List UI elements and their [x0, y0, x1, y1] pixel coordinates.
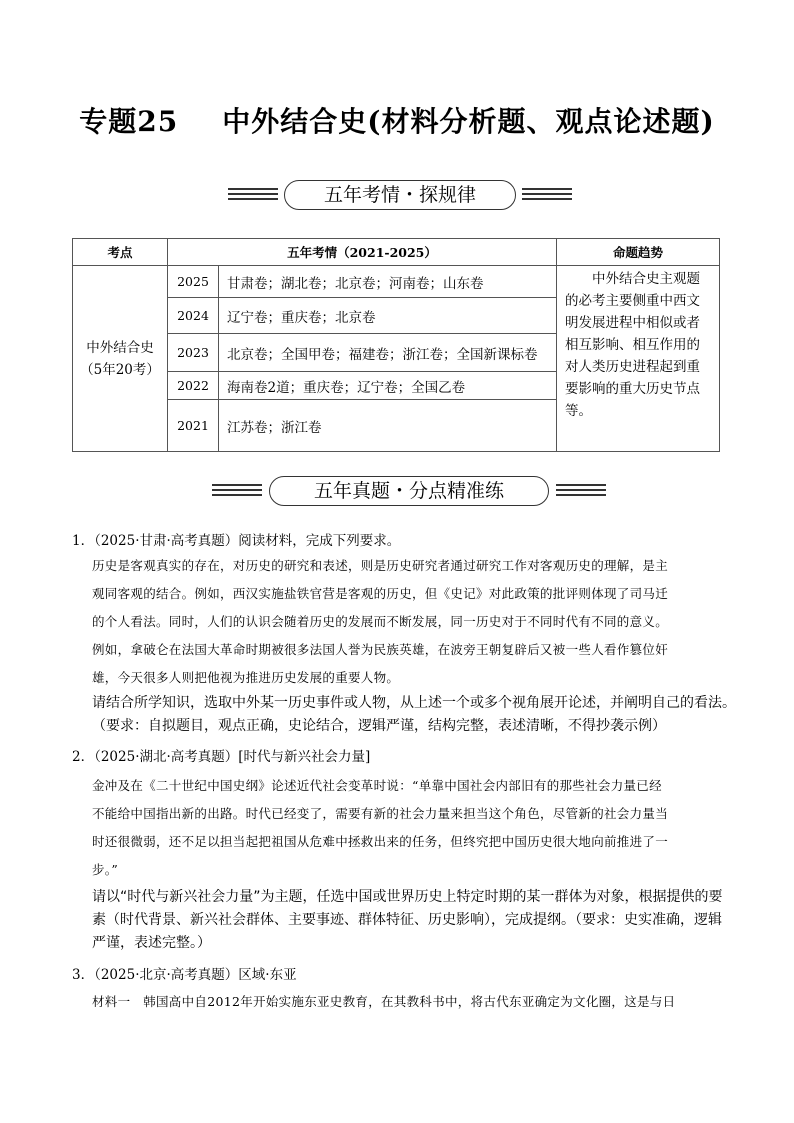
papers-cell: 辽宁卷；重庆卷；北京卷 [219, 298, 557, 334]
question-2-material: 金冲及在《二十世纪中国史纲》论述近代社会变革时说：“单靠中国社会内部旧有的那些社会力量已经 不能给中国指出新的出路。时代已经变了，需要有新的社会力量来担当这个角色，尽管新的社会力量当 时还很微弱，还不足以担当起把祖国从危难中拯救出来的任务，但终究把中国历史很大地向前推进了一 步。” [92, 778, 669, 877]
year-cell: 2023 [168, 334, 219, 372]
papers-cell: 甘肃卷；湖北卷；北京卷；河南卷；山东卷 [219, 266, 557, 298]
year-cell: 2025 [168, 266, 219, 298]
exam-stats-table [72, 238, 720, 452]
question-1-requirement: 请结合所学知识，选取中外某一历史事件或人物，从上述一个或多个视角展开论述，并阐明自己的看法。 （要求：自拟题目，观点正确，史论结合，逻辑严谨，结构完整，表述清晰，不得抄袭示例） [92, 695, 736, 734]
topic-name: 中外结合史 [86, 339, 154, 356]
year-cell: 2021 [168, 400, 219, 452]
banner-five-year-trends [0, 180, 794, 214]
page-title [0, 100, 794, 140]
banner-label: 五年考情・探规律 [284, 180, 516, 210]
papers-cell: 江苏卷；浙江卷 [219, 400, 557, 452]
trend-cell: 中外结合史主观题的必考主要侧重中西文明发展进程中相似或者相互影响、相互作用的对人类历史进程起到重要影响的重大历史节点等。 [557, 266, 720, 452]
banner-left-lines [228, 188, 278, 203]
table-row [73, 266, 720, 298]
table-header-row [73, 239, 720, 266]
header-papers: 五年考情（2021-2025） [168, 239, 557, 266]
topic-cell [73, 266, 168, 452]
title-number: 专题25 [79, 105, 179, 138]
banner-right-lines [556, 484, 606, 499]
banner-label: 五年真题・分点精准练 [269, 476, 549, 506]
banner-five-year-questions [0, 476, 794, 510]
header-trend: 命题趋势 [557, 239, 720, 266]
question-1-heading: 1．（2025·甘肃·高考真题）阅读材料，完成下列要求。 [72, 533, 401, 549]
question-3-material: 材料一 韩国高中自2012年开始实施东亚史教育，在其教科书中，将古代东亚确定为文化圈，这是与日 [92, 994, 676, 1009]
question-2-heading: 2．（2025·湖北·高考真题）[时代与新兴社会力量] [72, 749, 371, 765]
papers-cell: 北京卷；全国甲卷；福建卷；浙江卷；全国新课标卷 [219, 334, 557, 372]
question-2-requirement: 请以“时代与新兴社会力量”为主题，任选中国或世界历史上特定时期的某一群体为对象，根据提供的要 素（时代背景、新兴社会群体、主要事迹、群体特征、历史影响），完成提纲。（要求：史实准确，逻辑 严谨，表述完整。） [92, 889, 723, 951]
papers-cell: 海南卷2道；重庆卷；辽宁卷；全国乙卷 [219, 372, 557, 400]
banner-right-lines [522, 188, 572, 203]
header-topic: 考点 [73, 239, 168, 266]
year-cell: 2022 [168, 372, 219, 400]
year-cell: 2024 [168, 298, 219, 334]
banner-left-lines [212, 484, 262, 499]
topic-count: （5年20考） [80, 361, 160, 378]
question-1-material: 历史是客观真实的存在，对历史的研究和表述，则是历史研究者通过研究工作对客观历史的理解，是主 观同客观的结合。例如，西汉实施盐铁官营是客观的历史，但《史记》对此政策的批评则体现了司马迁 的个人看法。同时，人们的认识会随着历史的发展而不断发展，同一历史对于不同时代有不同的意义。 例如，拿破仑在法国大革命时期被很多法国人誉为民族英雄，在波旁王朝复辟后又被一些人看作篡位奸 雄，今天很多人则把他视为推进历史发展的重要人物。 [92, 558, 669, 685]
title-topic: 中外结合史(材料分析题、观点论述题) [222, 105, 715, 138]
question-3-heading: 3．（2025·北京·高考真题）区域·东亚 [72, 967, 297, 983]
